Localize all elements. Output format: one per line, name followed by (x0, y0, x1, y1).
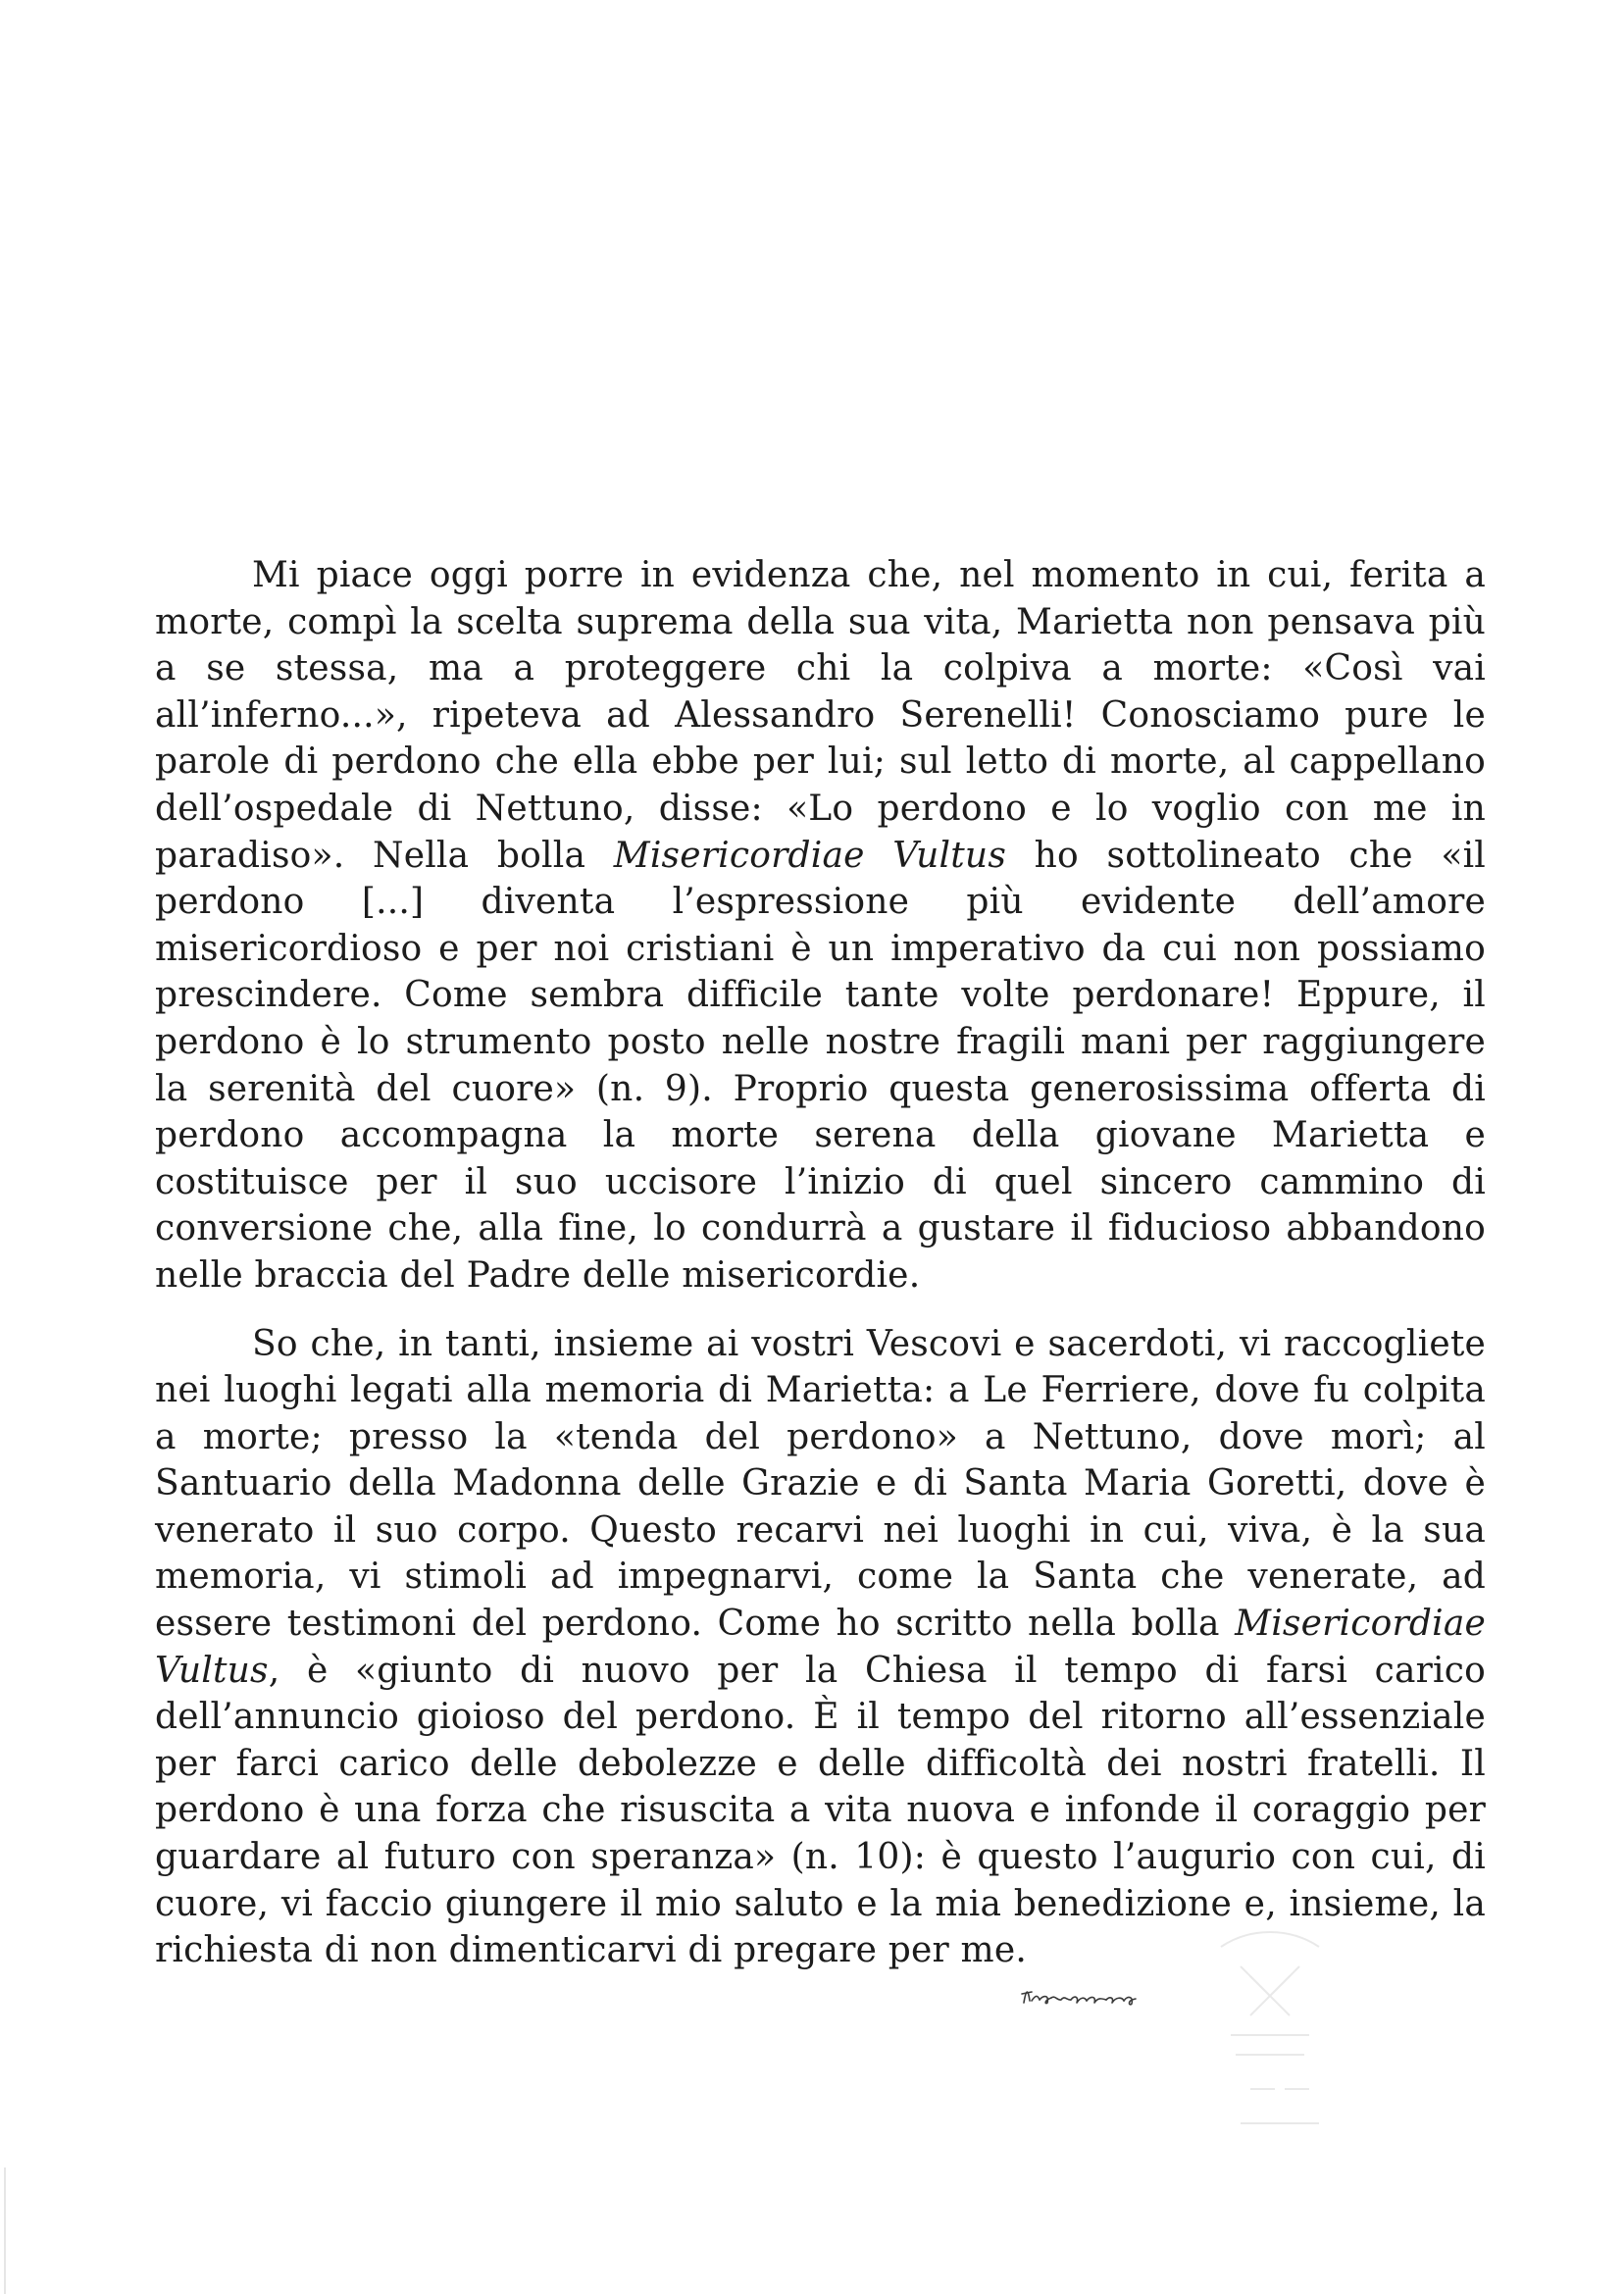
paragraph-2-text-a: So che, in tanti, insieme ai vostri Vescovi e sacerdoti, vi raccogliete nei luoghi legati alla memoria di Marietta: a Le Ferriere, dove fu colpita a morte; presso la «tenda del perdono» a Nettuno, dove morì; al Santuario della Madonna delle Grazie e di Santa Maria Goretti, dove è venerato il suo corpo. Questo recarvi nei luoghi in cui, viva, è la sua memoria, vi stimoli ad impegnarvi, come la Santa che venerate, ad essere testimoni del perdono. Come ho scritto nella bolla (155, 1323, 1486, 1645)
paragraph-1 (155, 552, 1486, 1300)
paragraph-2 (155, 1321, 1486, 1974)
handwritten-signature (1018, 1967, 1175, 2026)
paragraph-2-text-b: , è «giunto di nuovo per la Chiesa il tempo di farsi carico dell’annuncio gioioso del perdono. È il tempo del ritorno all’essenziale per farci carico delle debolezze e delle difficoltà dei nostri fratelli. Il perdono è una forza che risuscita a vita nuova e infonde il coraggio per guardare al futuro con speranza» (n. 10): è questo l’augurio con cui, di cuore, vi faccio giungere il mio saluto e la mia benedizione e, insieme, la richiesta di non dimenticarvi di pregare per me. (155, 1650, 1486, 1971)
scan-edge-shadow (4, 2167, 6, 2294)
embossed-seal (1182, 1917, 1358, 2143)
paragraph-1-title-misericordiae-vultus: Misericordiae Vultus (613, 835, 1006, 876)
paragraph-1-text-a: Mi piace oggi porre in evidenza che, nel momento in cui, ferita a morte, compì la scelta suprema della sua vita, Marietta non pensava più a se stessa, ma a proteggere chi la colpiva a morte: «Così vai all’inferno...», ripeteva ad Alessandro Serenelli! Conosciamo pure le parole di perdono che ella ebbe per lui; sul letto di morte, al cappellano dell’ospedale di Nettuno, disse: «Lo perdono e lo voglio con me in paradiso». Nella bolla (155, 555, 1486, 876)
paragraph-2-title-misericordiae-vultus: Misericordiae Vultus (155, 1604, 1486, 1691)
letter-body (155, 552, 1486, 1974)
paragraph-1-text-b: ho sottolineato che «il perdono [...] diventa l’espressione più evidente dell’amore misericordioso e per noi cristiani è un imperativo da cui non possiamo prescindere. Come sembra difficile tante volte perdonare! Eppure, il perdono è lo strumento posto nelle nostre fragili mani per raggiungere la serenità del cuore» (n. 9). Proprio questa generosissima offerta di perdono accompagna la morte serena della giovane Marietta e costituisce per il suo uccisore l’inizio di quel sincero cammino di conversione che, alla fine, lo condurrà a gustare il fiducioso abbandono nelle braccia del Padre delle misericordie. (155, 835, 1486, 1296)
